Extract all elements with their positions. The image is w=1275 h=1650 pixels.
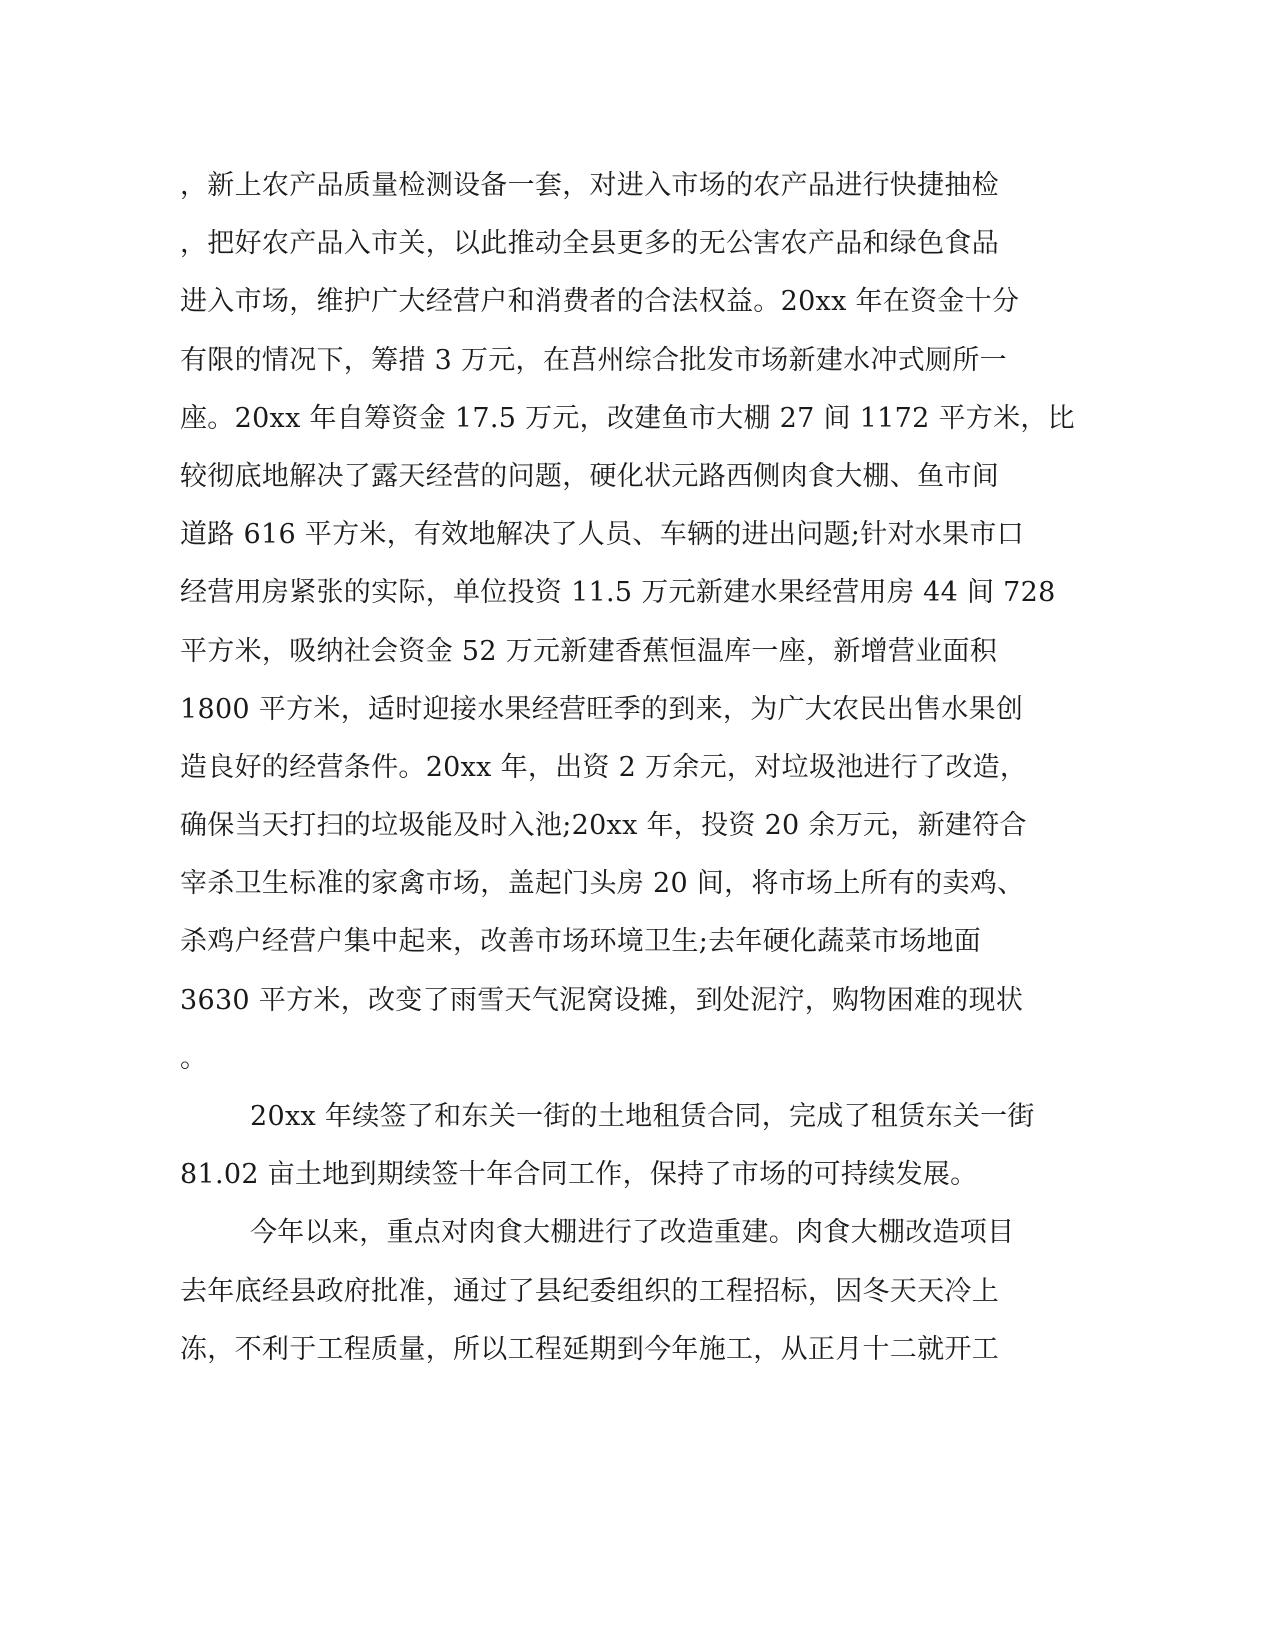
text-line: 平方米，吸纳社会资金 52 万元新建香蕉恒温库一座，新增营业面积	[180, 635, 998, 667]
text-line: 3630 平方米，改变了雨雪天气泥窝设摊，到处泥泞，购物困难的现状	[180, 984, 1024, 1016]
text-line: 81.02 亩土地到期续签十年合同工作，保持了市场的可持续发展。	[180, 1159, 978, 1191]
text-line: ，新上农产品质量检测设备一套，对进入市场的农产品进行快捷抽检	[180, 170, 999, 201]
text-line: 道路 616 平方米，有效地解决了人员、车辆的进出问题;针对水果市口	[180, 519, 1024, 551]
text-line: 1800 平方米，适时迎接水果经营旺季的到来，为广大农民出售水果创	[180, 693, 1024, 725]
text-line: 冻，不利于工程质量，所以工程延期到今年施工，从正月十二就开工	[180, 1333, 999, 1365]
text-line: 进入市场，维护广大经营户和消费者的合法权益。20xx 年在资金十分	[180, 286, 1020, 318]
text-line: ，把好农产品入市关，以此推动全县更多的无公害农产品和绿色食品	[180, 228, 999, 260]
text-line: 较彻底地解决了露天经营的问题，硬化状元路西侧肉食大棚、鱼市间	[180, 460, 999, 492]
text-line: 。	[180, 1042, 208, 1074]
text-line: 造良好的经营条件。20xx 年，出资 2 万余元，对垃圾池进行了改造，	[180, 751, 1028, 783]
paragraph-start-line: 20xx 年续签了和东关一街的土地租赁合同，完成了租赁东关一街	[250, 1101, 1035, 1132]
body-text	[180, 157, 1075, 1379]
text-line: 杀鸡户经营户集中起来，改善市场环境卫生;去年硬化蔬菜市场地面	[180, 926, 982, 958]
text-line: 经营用房紧张的实际，单位投资 11.5 万元新建水果经营用房 44 间 728	[180, 577, 1056, 609]
text-line: 座。20xx 年自筹资金 17.5 万元，改建鱼市大棚 27 间 1172 平方米，比	[180, 402, 1075, 434]
text-line: 确保当天打扫的垃圾能及时入池;20xx 年，投资 20 余万元，新建符合	[180, 810, 1027, 842]
text-line: 去年底经县政府批准，通过了县纪委组织的工程招标，因冬天天冷上	[180, 1275, 999, 1307]
paragraph-start-line: 今年以来，重点对肉食大棚进行了改造重建。肉食大棚改造项目	[250, 1217, 1015, 1249]
text-line: 宰杀卫生标准的家禽市场，盖起门头房 20 间，将市场上所有的卖鸡、	[180, 868, 1025, 900]
text-line: 有限的情况下，筹措 3 万元，在莒州综合批发市场新建水冲式厕所一	[180, 344, 1007, 376]
